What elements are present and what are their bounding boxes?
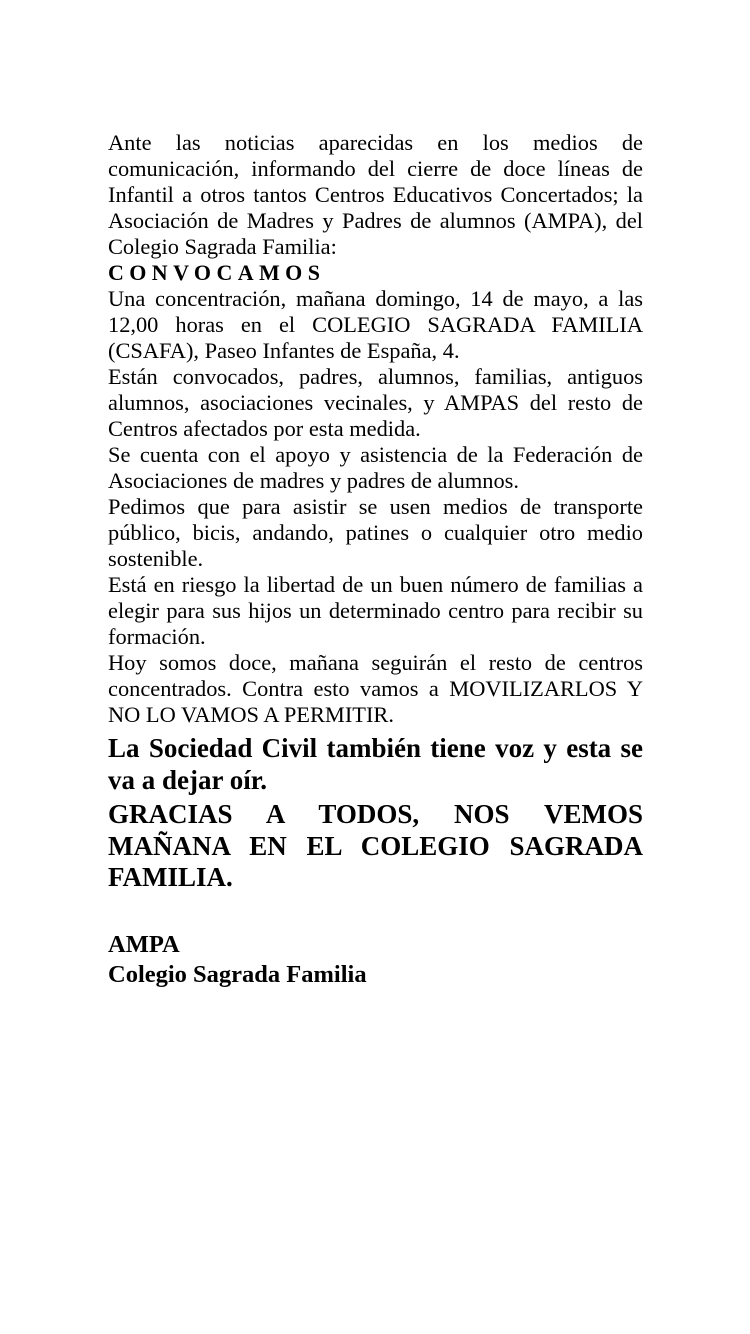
closing-thanks: GRACIAS A TODOS, NOS VEMOS MAÑANA EN EL COLEGIO SAGRADA FAMILIA. <box>108 799 643 892</box>
signature-org: AMPA <box>108 930 180 958</box>
intro-paragraph: Ante las noticias aparecidas en los medios de comunicación, informando del cierre de doce líneas de Infantil a otros tantos Centros Educativos Concertados; la Asociación de Madres y Padres de alumnos (AMPA), del Colegio Sagrada Familia: <box>108 130 643 259</box>
civil-society-statement: La Sociedad Civil también tiene voz y esta se va a dejar oír. <box>108 733 643 795</box>
convocamos-heading: CONVOCAMOS <box>108 260 326 285</box>
paragraph-mobilize: Hoy somos doce, mañana seguirán el resto de centros concentrados. Contra esto vamos a MOVILIZARLOS Y NO LO VAMOS A PERMITIR. <box>108 650 643 727</box>
paragraph-transport: Pedimos que para asistir se usen medios de transporte público, bicis, andando, patines o cualquier otro medio sostenible. <box>108 494 643 571</box>
paragraph-concentration: Una concentración, mañana domingo, 14 de mayo, a las 12,00 horas en el COLEGIO SAGRADA FAMILIA (CSAFA), Paseo Infantes de España, 4. <box>108 286 643 363</box>
paragraph-attendees: Están convocados, padres, alumnos, familias, antiguos alumnos, asociaciones vecinales, y AMPAS del resto de Centros afectados por esta medida. <box>108 364 643 441</box>
paragraph-freedom: Está en riesgo la libertad de un buen número de familias a elegir para sus hijos un determinado centro para recibir su formación. <box>108 572 643 649</box>
announcement-document <box>108 130 643 990</box>
paragraph-support: Se cuenta con el apoyo y asistencia de la Federación de Asociaciones de madres y padres de alumnos. <box>108 442 643 493</box>
signature-school: Colegio Sagrada Familia <box>108 960 367 988</box>
